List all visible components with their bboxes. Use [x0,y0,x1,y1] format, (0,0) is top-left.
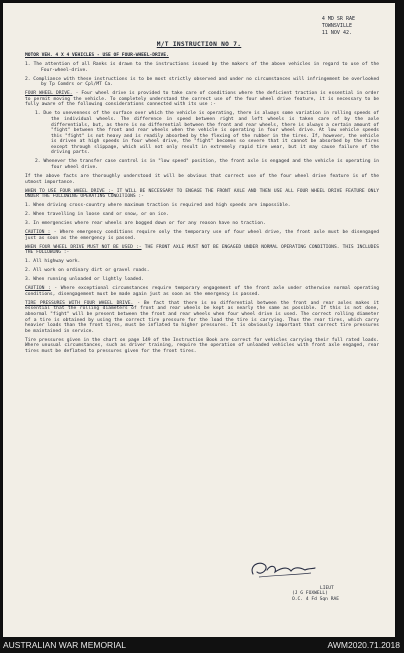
section-tire-pressures: TIRE PRESSURES WITH FOUR WHEEL DRIVE. - Be fact that there is no differential between the front and rear axles makes it essential that the rolling diameters of front and rear wheels be kept as nearly the same as possible. If this is not done, abnormal "fight" will be present between the front and rear wheels when four wheel drive is used. The correct rolling diameter of a tire is obtained by using the correct tire pressure for the load the tire is carrying. Thus the rear tires, which carry heavier loads than the front tires, must be inflated to higher pressures. It is obviously important that correct tire pressures be maintained in service. [25,300,379,334]
paragraph-2: 2. Compliance with these instructions is to be most strictly observed and under no circumstances will infringement be overlooked by Tp Comdrs or Cpl/MT Ca. [25,76,380,88]
section-heading: WHEN TO USE FOUR WHEEL DRIVE :- [25,188,114,194]
exclusion-1: 1. All highway work. [25,259,81,265]
subject-line: MOTOR VEH. 4 X 4 VEHICLES - USE OF FOUR-WHEEL-DRIVE. [25,53,169,58]
caution-2: CAUTION : - Where exceptional circumstances require temporary engagement of the front axle under otherwise normal operating conditions, disengagement must be made again just as soon as the emergency is passed. [25,286,379,297]
signatory-name: (J G FOXWELL) [291,591,328,597]
handwritten-signature [247,556,317,582]
exclusion-3: 3. When running unloaded or lightly loaded. [25,277,144,283]
section-heading: WHEN FOUR WHEEL DRIVE MUST NOT BE USED :- [25,244,142,250]
header-unit: 4 MD SR RAE [321,16,355,22]
document-page [3,3,395,637]
signatory-rank: LIEUT [319,585,334,591]
archive-reference: AWM2020.71.2018 [327,640,400,650]
section-must-not-use: WHEN FOUR WHEEL DRIVE MUST NOT BE USED :- THE FRONT AXLE MUST NOT BE ENGAGED UNDER NORMAL OPERATING CONDITIONS. THIS INCLUDES THE FOLLOWING :- [25,244,379,256]
header-place: TOWNSVILLE [321,23,352,29]
paragraph-importance: If the above facts are thoroughly understood it will be obvious that correct use of the four wheel drive feature is of the utmost importance. [25,174,379,185]
point-1: 1. Due to unevenness of the surface over which the vehicle is operating, there is always some variation in rolling speeds of the individual wheels. The difference in speed between right and left wheels is taken care of by the axle differentials, but, as there is no differential between the front and rear wheels, there is always a certain amount of "fight" between the front and rear wheels when the vehicle is operating in four wheel drive. At low vehicle speeds this "fight" is not heavy and is readily absorbed by the flexing of the rubber in the tires. If, however, the vehicle is driven at high speeds in four wheel drive, the "fight" becomes so severe that it cannot be absorbed by the tires except through slippage, which will not only result in extremely rapid tire wear, but it may cause failure of the driving parts. [35,111,379,156]
caution-1: CAUTION : - Where emergency conditions require only the temporary use of four wheel drive, the front axle must be disengaged just as soon as the emergency is passed. [25,230,379,241]
document-body [25,53,379,358]
archive-footer [0,637,404,653]
paragraph-1: 1. The attention of all Ranks is drawn to the instructions issued by the makers of the above vehicles in regard to use of the Four-wheel-drive. [25,61,379,73]
signature-block [292,586,339,603]
section-four-wheel-drive: FOUR WHEEL DRIVE. - Four wheel drive is provided to take care of conditions where the deficient traction is essential in order to permit moving the vehicle. To completely understand the correct use of the four wheel drive feature, it is necessary to be fully aware of the following considerations connected with its use :- [25,91,379,108]
section-heading: FOUR WHEEL DRIVE. [25,91,73,97]
section-heading: TIRE PRESSURES WITH FOUR WHEEL DRIVE. [25,300,134,306]
archive-name: AUSTRALIAN WAR MEMORIAL [3,640,126,650]
document-title: M/T INSTRUCTION NO 7. [156,41,242,48]
tire-pressure-paragraph: Tire pressures given in the chart on page 149 of the Instruction Book are correct for vehicles carrying their full rated loads. Where unusual circumstances, such as driver training, require the operation of unloaded vehicles with front axle engaged, rear tires must be deflated to pressures given for the front tires. [25,337,379,354]
unit-header [322,16,355,37]
exclusion-2: 2. All work on ordinary dirt or gravel roads. [25,268,150,274]
condition-2: 2. When travelling in loose sand or snow, or on ice. [25,212,169,218]
signatory-unit: O.C. 4 Fd Sqn RAE [291,597,339,603]
header-date: 11 NOV 42. [321,30,352,36]
section-when-to-use: WHEN TO USE FOUR WHEEL DRIVE :- IT WILL BE NECESSARY TO ENGAGE THE FRONT AXLE AND THEN USE ALL FOUR WHEEL DRIVE FEATURE ONLY UNDER THE FOLLOWING OPERATING CONDITIONS :- [25,188,379,200]
condition-3: 3. In emergencies where rear wheels are bogged down or for any reason have no traction. [25,221,266,227]
point-2: 2. Whenever the transfer case control is in "low speed" position, the front axle is engaged and the vehicle is operating in four wheel drive. [35,159,379,171]
condition-1: 1. When driving cross-country where maximum traction is required and high speeds are impossible. [25,203,291,209]
